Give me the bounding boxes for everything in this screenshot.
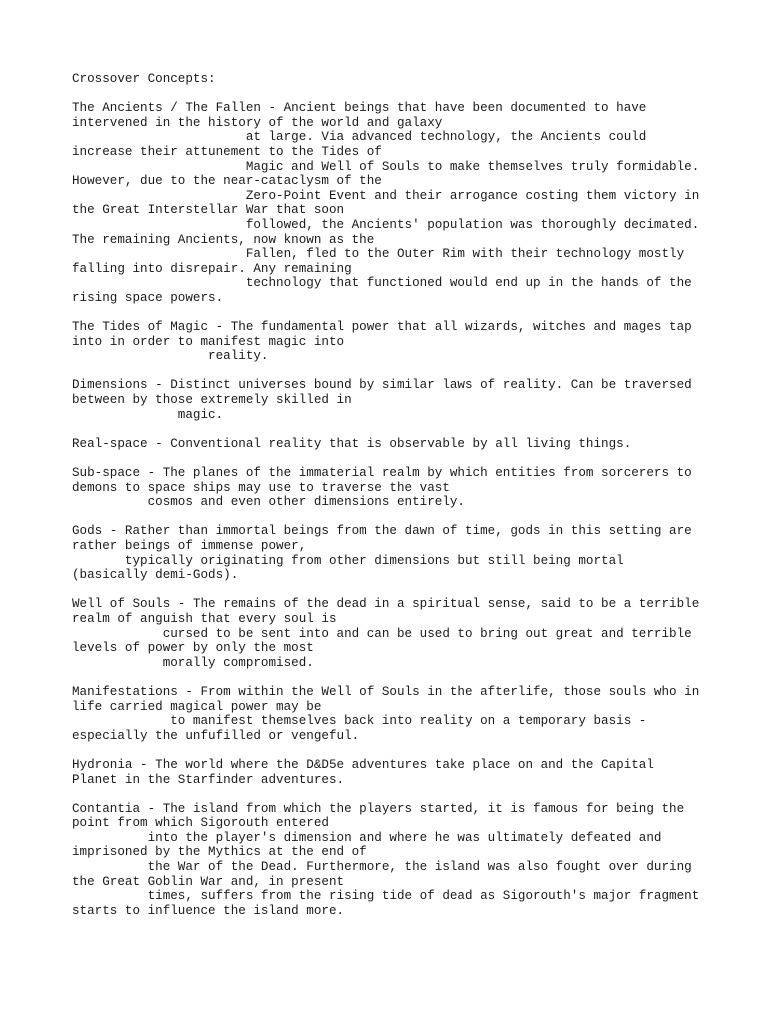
entry-line: Zero-Point Event and their arrogance costing them victory in [72, 188, 700, 203]
entry-line: Contantia - The island from which the players started, it is famous for being the [72, 801, 685, 816]
entry-line: life carried magical power may be [72, 699, 322, 714]
entry-line: between by those extremely skilled in [72, 393, 352, 408]
paragraph-gap [72, 364, 752, 379]
entry-line: point from which Sigorouth entered [72, 816, 329, 831]
entry-paragraph [72, 802, 752, 919]
entry-line: increase their attunement to the Tides of [72, 144, 382, 159]
entry-line: technology that functioned would end up in the hands of the [72, 276, 692, 291]
entry-paragraph [72, 597, 752, 670]
entry-line: Dimensions - Distinct universes bound by similar laws of reality. Can be traversed [72, 378, 692, 393]
entry-line: the Great Interstellar War that soon [72, 203, 345, 218]
paragraph-gap [72, 510, 752, 525]
entry-line: reality. [72, 349, 269, 364]
entry-line: The Ancients / The Fallen - Ancient beings that have been documented to have [72, 101, 647, 116]
entry-paragraph [72, 466, 752, 510]
entry-line: rather beings of immense power, [72, 539, 307, 553]
entry-line: the War of the Dead. Furthermore, the island was also fought over during [72, 860, 692, 875]
entry-paragraph [72, 320, 752, 364]
paragraph-gap [72, 787, 752, 802]
entry-line: into the player's dimension and where he was ultimately defeated and [72, 830, 662, 845]
entry-line: at large. Via advanced technology, the Ancients could [72, 130, 647, 145]
entry-line: especially the unfufilled or vengeful. [72, 728, 360, 743]
entry-line: levels of power by only the most [72, 641, 314, 656]
paragraph-gap [72, 743, 752, 758]
entry-line: Magic and Well of Souls to make themselves truly formidable. [72, 159, 700, 174]
entry-line: Well of Souls - The remains of the dead in a spiritual sense, said to be a terrible [72, 597, 700, 612]
entry-line: Sub-space - The planes of the immaterial realm by which entities from sorcerers to [72, 466, 692, 481]
entry-line: Manifestations - From within the Well of Souls in the afterlife, those souls who in [72, 684, 700, 699]
entry-paragraph [72, 101, 752, 305]
entry-line: Gods - Rather than immortal beings from the dawn of time, gods in this setting are [72, 524, 692, 539]
entry-paragraph [72, 378, 752, 422]
paragraph-gap [72, 87, 752, 102]
entry-line: Hydronia - The world where the D&D5e adventures take place on and the Capital [72, 757, 654, 772]
entry-line: followed, the Ancients' population was thoroughly decimated. [72, 217, 700, 232]
paragraph-gap [72, 670, 752, 685]
entry-line: demons to space ships may use to traverse the vast [72, 480, 450, 495]
document-page [72, 72, 752, 918]
entry-line: Planet in the Starfinder adventures. [72, 772, 345, 787]
entry-line: the Great Goblin War and, in present [72, 874, 345, 889]
entry-line: realm of anguish that every soul is [72, 611, 337, 626]
entry-paragraph [72, 758, 752, 787]
entries-list [72, 101, 752, 918]
entry-paragraph [72, 685, 752, 743]
entry-line: magic. [72, 407, 224, 422]
entry-line: typically originating from other dimensions but still being mortal [72, 553, 624, 568]
entry-line: times, suffers from the rising tide of dead as Sigorouth's major fragment [72, 889, 700, 904]
entry-paragraph [72, 524, 752, 582]
entry-line: morally compromised. [72, 655, 314, 670]
entry-line: (basically demi-Gods). [72, 568, 239, 583]
paragraph-gap [72, 583, 752, 598]
entry-line: Real-space - Conventional reality that is observable by all living things. [72, 436, 632, 451]
entry-line: to manifest themselves back into reality on a temporary basis - [72, 714, 647, 729]
entry-line: into in order to manifest magic into [72, 334, 345, 349]
entry-line: Fallen, fled to the Outer Rim with their technology mostly [72, 247, 685, 262]
entry-line: cosmos and even other dimensions entirely. [72, 495, 465, 510]
paragraph-gap [72, 422, 752, 437]
document-title: Crossover Concepts: [72, 72, 216, 86]
entry-line: The Tides of Magic - The fundamental power that all wizards, witches and mages tap [72, 320, 692, 335]
entry-line: intervened in the history of the world and galaxy [72, 115, 443, 130]
entry-line: The remaining Ancients, now known as the [72, 232, 375, 247]
entry-paragraph [72, 437, 752, 452]
entry-line: cursed to be sent into and can be used to bring out great and terrible [72, 626, 692, 641]
entry-line: However, due to the near-cataclysm of the [72, 174, 382, 189]
entry-line: imprisoned by the Mythics at the end of [72, 845, 367, 860]
paragraph-gap [72, 451, 752, 466]
paragraph-gap [72, 306, 752, 321]
entry-line: falling into disrepair. Any remaining [72, 261, 352, 276]
entry-line: starts to influence the island more. [72, 903, 345, 918]
entry-line: rising space powers. [72, 290, 224, 305]
